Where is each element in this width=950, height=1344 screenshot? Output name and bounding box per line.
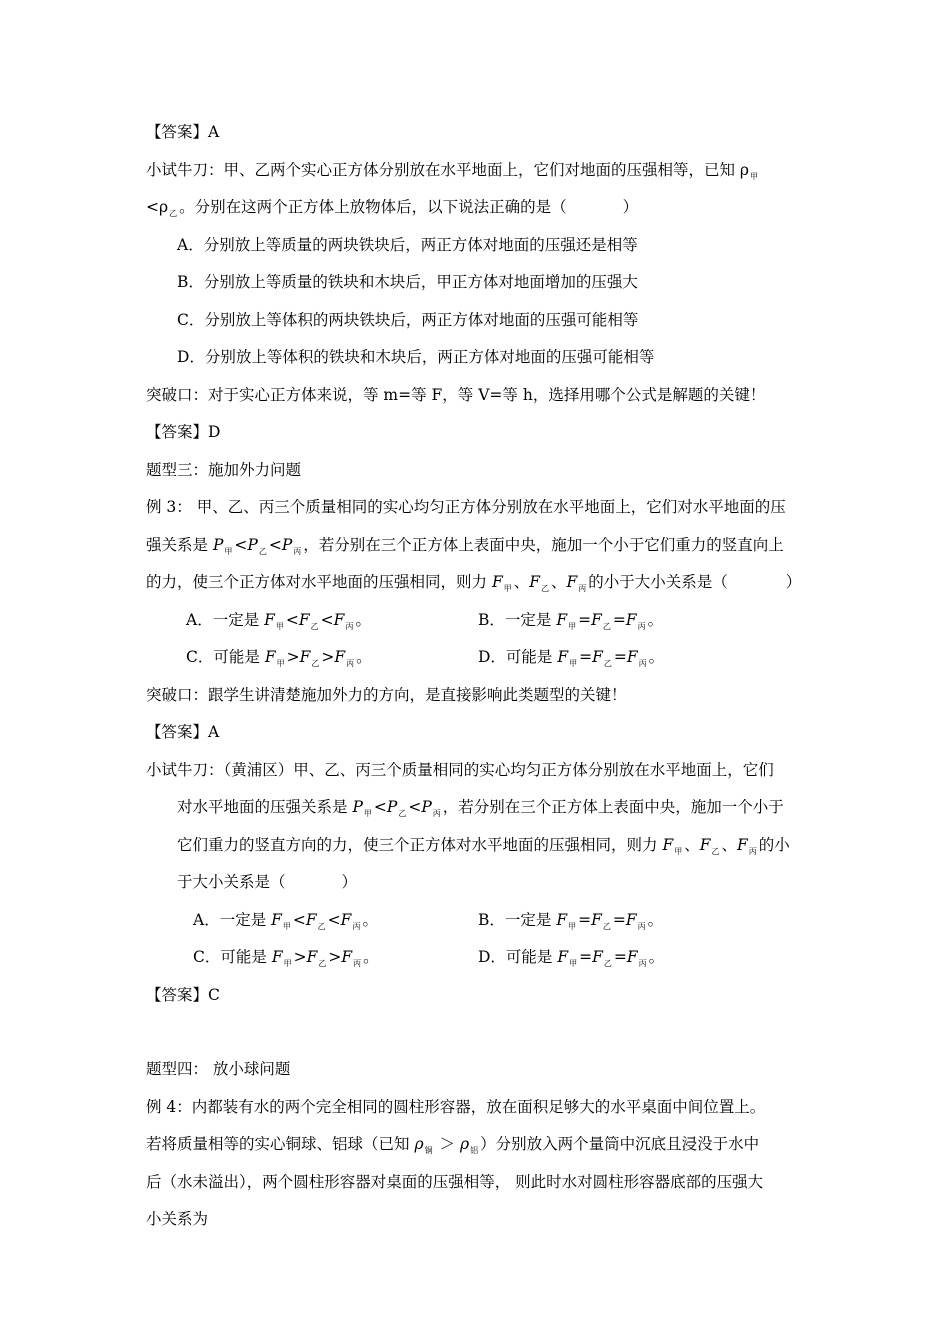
example-line-2: 强关系是 $P_甲 <P_乙 <P_丙$ ，若分别在三个正方体上表面中央，施加一个小于它们重力的竖直向上 xyxy=(146,536,784,556)
example-option-d: D．可能是 $F_甲 =F_乙 =F_丙$ 。 xyxy=(478,648,665,668)
trial-question-line-3: 它们重力的竖直方向的力，使三个正方体对水平地面的压强相同，则力 $F_甲$ 、$F_乙$ 、$F_丙$ 的小 xyxy=(177,836,790,856)
example-option-b: B．一定是 $F_甲 =F_乙 =F_丙$ 。 xyxy=(478,611,664,631)
example-line-1: 例 3： 甲、乙、丙三个质量相同的实心均匀正方体分别放在水平地面上，它们对水平地面的压 xyxy=(146,498,786,516)
option-b: B．分别放上等质量的铁块和木块后，甲正方体对地面增加的压强大 xyxy=(177,273,638,291)
trial-question-line-2: $<\rho_乙$ 。分别在这两个正方体上放物体后，以下说法正确的是（ ） xyxy=(146,198,639,218)
answer-label: 【答案】D xyxy=(146,423,221,441)
trial-question-line-1: 小试牛刀：甲、乙两个实心正方体分别放在水平地面上，它们对地面的压强相等，已知 $\rho_甲$ xyxy=(146,161,759,181)
trial-option-d: D．可能是 $F_甲 =F_乙 =F_丙$ 。 xyxy=(478,948,665,968)
trial-question-line-1: 小试牛刀：（黄浦区）甲、乙、丙三个质量相同的实心均匀正方体分别放在水平地面上，它们 xyxy=(146,761,774,779)
answer-label: 【答案】A xyxy=(146,123,220,141)
trial-question-line-2: 对水平地面的压强关系是 $P_甲 <P_乙 <P_丙$ ，若分别在三个正方体上表面中央，施加一个小于 xyxy=(177,798,784,818)
answer-label: 【答案】C xyxy=(146,986,220,1004)
example-line-4: 小关系为 xyxy=(146,1210,209,1228)
trial-option-b: B．一定是 $F_甲 =F_乙 =F_丙$ 。 xyxy=(478,911,664,931)
example-option-a: A．一定是 $F_甲 <F_乙 <F_丙$ 。 xyxy=(186,611,371,631)
section-heading: 题型三：施加外力问题 xyxy=(146,461,302,479)
trial-question-line-4: 于大小关系是（ ） xyxy=(177,873,358,891)
breakthrough-hint: 突破口：对于实心正方体来说，等 m=等 F，等 V=等 h，选择用哪个公式是解题的关键！ xyxy=(146,386,766,404)
example-line-1: 例 4：内都装有水的两个完全相同的圆柱形容器，放在面积足够大的水平桌面中间位置上。 xyxy=(146,1098,766,1116)
option-a: A．分别放上等质量的两块铁块后，两正方体对地面的压强还是相等 xyxy=(177,236,638,254)
example-line-3: 后（水未溢出），两个圆柱形容器对桌面的压强相等， 则此时水对圆柱形容器底部的压强大 xyxy=(146,1173,764,1191)
breakthrough-hint: 突破口：跟学生讲清楚施加外力的方向，是直接影响此类题型的关键！ xyxy=(146,686,627,704)
trial-option-a: A．一定是 $F_甲 <F_乙 <F_丙$ 。 xyxy=(193,911,378,931)
example-line-3: 的力，使三个正方体对水平地面的压强相同，则力 $F_甲$ 、$F_乙$ 、$F_丙$ 的小于大小关系是（ ） xyxy=(146,573,802,593)
example-option-c: C．可能是 $F_甲 >F_乙 >F_丙$ 。 xyxy=(186,648,372,668)
answer-label: 【答案】A xyxy=(146,723,220,741)
section-heading: 题型四： 放小球问题 xyxy=(146,1060,291,1078)
example-line-2: 若将质量相等的实心铜球、铝球（已知 $\rho_铜 > \rho_铝$ ）分别放入两个量筒中沉底且浸没于水中 xyxy=(146,1135,760,1155)
option-d: D．分别放上等体积的铁块和木块后，两正方体对地面的压强可能相等 xyxy=(177,348,655,366)
trial-option-c: C．可能是 $F_甲 >F_乙 >F_丙$ 。 xyxy=(193,948,379,968)
option-c: C．分别放上等体积的两块铁块后，两正方体对地面的压强可能相等 xyxy=(177,311,639,329)
